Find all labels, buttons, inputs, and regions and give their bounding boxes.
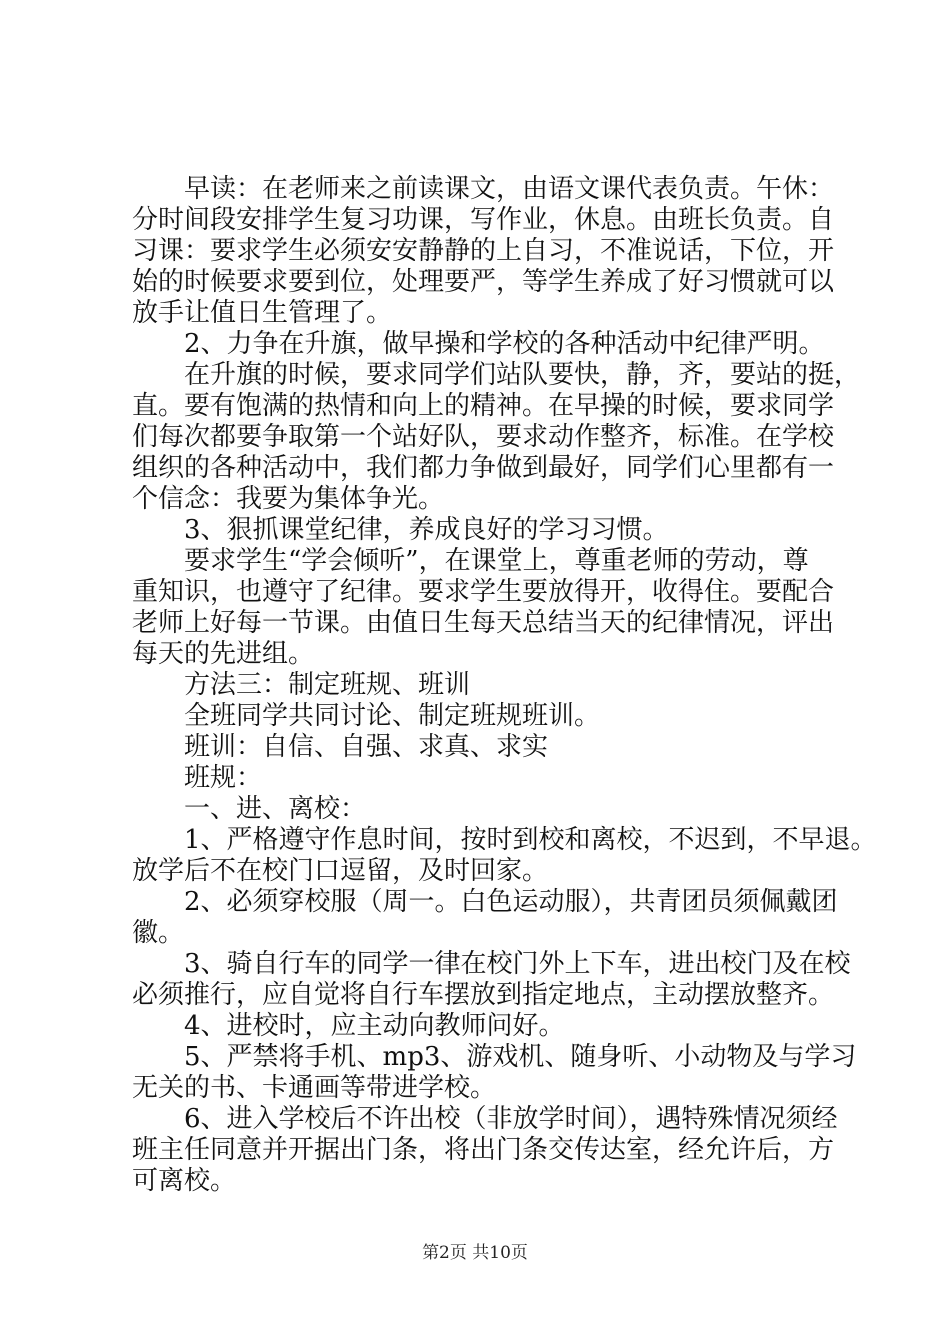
text-line: 们每次都要争取第一个站好队，要求动作整齐，标准。在学校	[132, 422, 835, 452]
text-line: 班训：自信、自强、求真、求实	[184, 732, 549, 762]
text-line: 徽。	[132, 918, 185, 948]
text-line: 个信念：我要为集体争光。	[132, 484, 445, 514]
text-line: 1、严格遵守作息时间，按时到校和离校，不迟到，不早退。	[184, 825, 877, 855]
text-line: 6、进入学校后不许出校（非放学时间），遇特殊情况须经	[184, 1104, 838, 1134]
text-line: 可离校。	[132, 1166, 237, 1196]
text-line: 班主任同意并开据出门条，将出门条交传达室，经允许后，方	[132, 1135, 835, 1165]
text-line: 分时间段安排学生复习功课，写作业，休息。由班长负责。自	[132, 205, 835, 235]
text-line: 放学后不在校门口逗留，及时回家。	[132, 856, 549, 886]
text-line: 2、必须穿校服（周一。白色运动服），共青团员须佩戴团	[184, 887, 838, 917]
text-line: 组织的各种活动中，我们都力争做到最好，同学们心里都有一	[132, 453, 835, 483]
text-line: 3、骑自行车的同学一律在校门外上下车，进出校门及在校	[184, 949, 851, 979]
document-body	[132, 174, 877, 1197]
text-line: 3、狠抓课堂纪律，养成良好的学习习惯。	[184, 515, 669, 545]
text-line: 必须推行，应自觉将自行车摆放到指定地点，主动摆放整齐。	[132, 980, 835, 1010]
text-line: 习课：要求学生必须安安静静的上自习，不准说话，下位，开	[132, 236, 835, 266]
text-line: 全班同学共同讨论、制定班规班训。	[184, 701, 601, 731]
text-line: 要求学生“学会倾听”，在课堂上，尊重老师的劳动，尊	[184, 546, 809, 576]
text-line: 老师上好每一节课。由值日生每天总结当天的纪律情况，评出	[132, 608, 835, 638]
text-line: 重知识，也遵守了纪律。要求学生要放得开，收得住。要配合	[132, 577, 835, 607]
text-line: 方法三：制定班规、班训	[184, 670, 471, 700]
text-line: 早读：在老师来之前读课文，由语文课代表负责。午休：	[184, 174, 835, 204]
text-line: 放手让值日生管理了。	[132, 298, 393, 328]
text-line: 直。要有饱满的热情和向上的精神。在早操的时候，要求同学	[132, 391, 835, 421]
text-line: 5、严禁将手机、mp3、游戏机、随身听、小动物及与学习	[184, 1042, 857, 1072]
text-line: 无关的书、卡通画等带进学校。	[132, 1073, 497, 1103]
text-line: 班规：	[184, 763, 263, 793]
text-line: 一、进、离校：	[184, 794, 367, 824]
text-line: 始的时候要求要到位，处理要严，等学生养成了好习惯就可以	[132, 267, 835, 297]
text-line: 在升旗的时候，要求同学们站队要快，静，齐，要站的挺，	[184, 360, 861, 390]
text-line: 每天的先进组。	[132, 639, 315, 669]
text-line: 2、力争在升旗，做早操和学校的各种活动中纪律严明。	[184, 329, 825, 359]
text-line: 4、进校时，应主动向教师问好。	[184, 1011, 565, 1041]
page-footer: 第2页 共10页	[422, 1243, 528, 1263]
